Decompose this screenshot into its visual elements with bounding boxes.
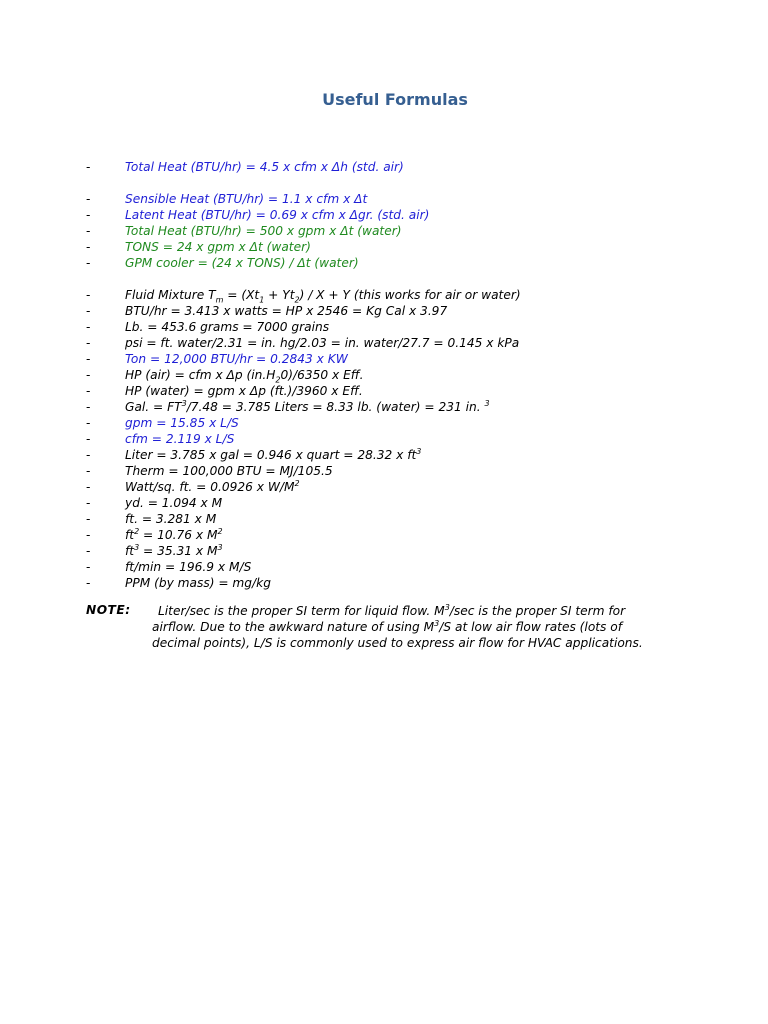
formula-gal: - Gal. = $FT^3/7.48 = 3.785$ Liters = 8.33 lb. (water) = 231 in. $^3$ [86,398,490,414]
formula-ft-min: - ft/min = 196.9 x M/S [86,560,252,574]
formula-lb: - Lb. = 453.6 grams = 7000 grains [86,320,330,334]
list-bullet: - [86,224,91,238]
formula-ppm: - PPM (by mass) = mg/kg [86,576,271,590]
formula-ft: - ft. = 3.281 x M [86,512,217,526]
list-bullet: - [86,352,91,366]
formula-gpm: - gpm = 15.85 x L/S [86,416,239,430]
list-bullet: - [86,400,91,414]
formula-tons: - TONS = 24 x gpm x Δt (water) [86,240,311,254]
formula-ft3: - $ft^3 = 35.31$ x $M^3$ [86,542,223,558]
list-bullet: - [86,304,91,318]
note-line-2: airflow. Due to the awkward nature of using $M^3/S$ at low air flow rates (lots of [152,618,623,634]
formula-fluid-mixture: - Fluid Mixture $T_m = (Xt_1 + Yt_2) / X + Y$ (this works for air or water) [86,288,521,305]
note-line-3: decimal points), L/S is commonly used to express air flow for HVAC applications. [152,636,643,650]
list-bullet: - [86,528,91,542]
formula-yd: - yd. = 1.094 x M [86,496,223,510]
formula-total-heat-water: - Total Heat (BTU/hr) = 500 x gpm x Δt (water) [86,224,402,238]
note-text [152,603,702,651]
formula-hp-water: - HP (water) = gpm x Δp (ft.)/3960 x Eff. [86,384,363,398]
formula-btu-hr: - BTU/hr = 3.413 x watts = HP x 2546 = Kg Cal x 3.97 [86,304,448,318]
list-bullet: - [86,208,91,222]
list-bullet: - [86,160,91,174]
list-bullet: - [86,384,91,398]
formula-sensible-heat: - Sensible Heat (BTU/hr) = 1.1 x cfm x Δt [86,192,368,206]
formula-psi: - psi = ft. water/2.31 = in. hg/2.03 = in. water/27.7 = 0.145 x kPa [86,336,520,350]
list-bullet: - [86,368,91,382]
list-bullet: - [86,416,91,430]
formula-gpm-cooler: - GPM cooler = (24 x TONS) / Δt (water) [86,256,359,270]
list-bullet: - [86,288,91,302]
note-line-1: Liter/sec is the proper SI term for liquid flow. $M^3/\sec$ is the proper SI term for [158,602,626,618]
formula-watt-sqft: - Watt/sq. ft. = 0.0926 x $W/M^2$ [86,478,300,494]
list-bullet: - [86,432,91,446]
list-bullet: - [86,320,91,334]
list-bullet: - [86,512,91,526]
note-label: NOTE: [86,603,131,617]
formula-hp-air: - HP (air) = cfm x Δp $(in.H_20)/6350$ x Eff. [86,368,364,385]
formula-cfm: - cfm = 2.119 x L/S [86,432,235,446]
formula-ft2: - $ft^2 = 10.76$ x $M^2$ [86,526,223,542]
list-bullet: - [86,240,91,254]
list-bullet: - [86,448,91,462]
list-bullet: - [86,336,91,350]
page-title: Useful Formulas [322,90,468,109]
formula-list [86,159,746,591]
formula-total-heat-air: - Total Heat (BTU/hr) = 4.5 x cfm x Δh (std. air) [86,160,404,174]
list-bullet: - [86,544,91,558]
formula-therm: - Therm = 100,000 BTU = MJ/105.5 [86,464,333,478]
list-bullet: - [86,480,91,494]
list-bullet: - [86,576,91,590]
formula-liter: - Liter = 3.785 x gal = 0.946 x quart = 28.32 x $ft^3$ [86,446,422,462]
list-bullet: - [86,464,91,478]
list-bullet: - [86,560,91,574]
formula-ton: - Ton = 12,000 BTU/hr = 0.2843 x KW [86,352,348,366]
list-bullet: - [86,192,91,206]
list-bullet: - [86,496,91,510]
formula-latent-heat: - Latent Heat (BTU/hr) = 0.69 x cfm x Δgr. (std. air) [86,208,430,222]
list-bullet: - [86,256,91,270]
